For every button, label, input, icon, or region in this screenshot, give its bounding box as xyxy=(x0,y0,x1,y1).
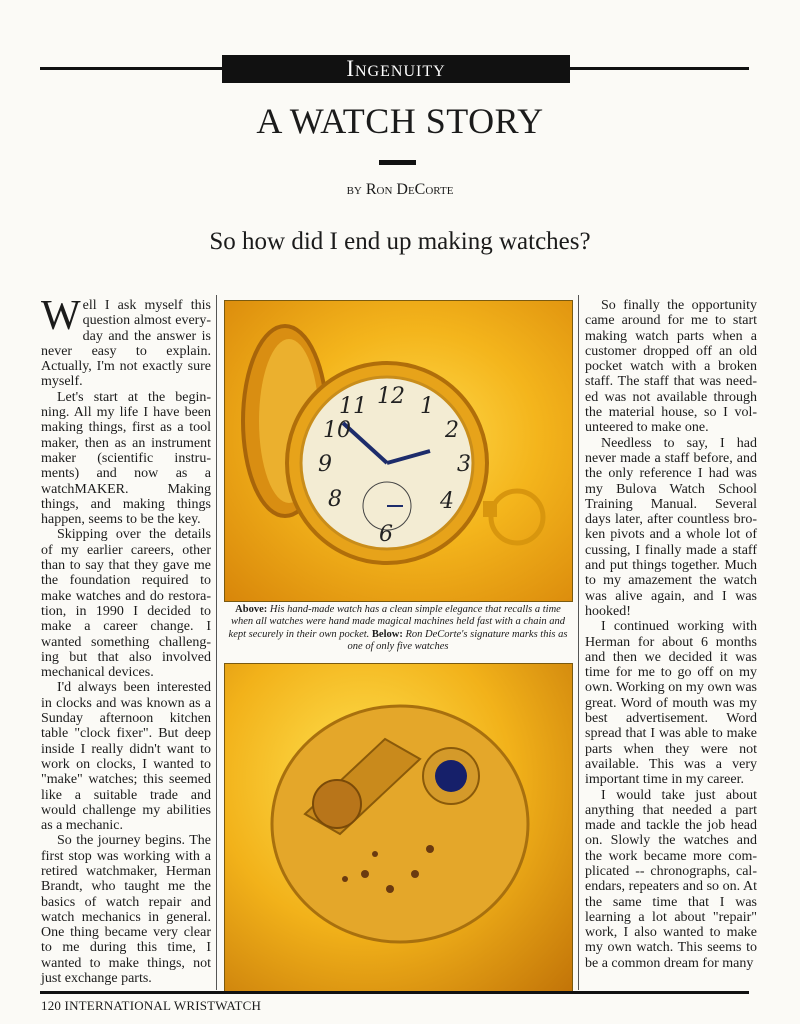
balance-wheel-shape xyxy=(313,780,361,828)
paragraph: Needless to say, I had never made a staff before, and the only reference I had was my Bulova Watch School Training Manual. Several days later, after countless bro-ken pivots and a whole lot of cussing, I finally made a staff and put things together. Much to my amazement the watch was alive again, and I was hooked! xyxy=(585,435,757,619)
page-footer: 120 INTERNATIONAL WRISTWATCH xyxy=(41,998,262,1013)
title-dash xyxy=(379,160,416,165)
photo-caption xyxy=(226,604,570,654)
svg-text:3: 3 xyxy=(457,452,471,477)
paragraph: Skipping over the details of my earlier careers, other than to say that they gave me the foundation required to make watches and do restora-tion, in 1990 I decided to make a career change. I wanted something challeng-ing but that also involved mechanical devices. xyxy=(41,527,211,681)
blued-screw-shape xyxy=(435,760,467,792)
dropcap: W xyxy=(41,293,81,339)
movement-illustration xyxy=(225,664,572,991)
paragraph: Let's start at the begin-ning. All my life I have been making things, first as a tool maker, then as an instrument maker (scientific instru-ments) and now as a watchMAKER. Making things, and making things happen, seems to be the key. xyxy=(41,389,211,528)
svg-text:9: 9 xyxy=(318,452,332,477)
bottom-rule xyxy=(40,991,749,994)
right-column xyxy=(585,298,757,971)
caption-label-below: Below: xyxy=(371,628,403,640)
paragraph: So finally the opportunity came around for me to start making watch parts when a customer dropped off an old pocket watch with a broken staff. The staff that was need-ed was not available through the material house, so I vol-unteered to make one. xyxy=(585,298,757,436)
svg-text:12: 12 xyxy=(377,384,405,409)
paragraph: I'd always been interested in clocks and was known as a Sunday afternoon kitchen table "clock fixer". But deep inside I really didn't want to work on clocks, I wanted to "make" watches; this seemed like a suitable trade and would challenge my abilities as a mechanic. xyxy=(41,680,211,834)
paragraph: I would take just about anything that needed a part made and tackle the job head on. Slowly the watches and the work became more com-plicated -- chronographs, cal-endars, repeaters and so on. At the same time that I was learning a lot about "repair" work, I also wanted to make my own watch. This seems to be a common dream for many xyxy=(585,787,757,971)
caption-text-below: Ron DeCorte's signature marks this as one of only five watches xyxy=(347,628,568,653)
svg-text:8: 8 xyxy=(328,487,342,512)
paragraph-text: ell I ask myself this question almost every-day and the answer is never easy to explain. Actually, I'm not exactly sure myself. xyxy=(41,298,211,390)
column-divider-right xyxy=(578,295,579,990)
svg-text:11: 11 xyxy=(339,394,367,419)
article-title: A WATCH STORY xyxy=(256,101,544,141)
paragraph: So the journey begins. The first stop was working with a retired watchmaker, Herman Brandt, who taught me the basics of watch repair and watch mechanics in general. One thing became very clear to me during this time, I wanted to make things, not just exchange parts. xyxy=(41,833,211,987)
svg-text:1: 1 xyxy=(420,394,434,419)
pocket-watch-illustration xyxy=(225,301,572,601)
svg-text:10: 10 xyxy=(323,418,351,443)
svg-text:6: 6 xyxy=(379,522,393,547)
watch-movement-photo xyxy=(224,663,573,992)
section-label: Ingenuity xyxy=(222,55,570,83)
bow-ring-shape xyxy=(491,491,543,543)
left-column xyxy=(41,293,211,987)
pocket-watch-photo xyxy=(224,300,573,602)
byline: by Ron DeCorte xyxy=(346,181,454,198)
article-deck: So how did I end up making watches? xyxy=(209,228,591,255)
movement-plate-shape xyxy=(272,706,528,942)
paragraph xyxy=(41,293,211,390)
svg-text:4: 4 xyxy=(440,489,454,514)
caption-text-above: His hand-made watch has a clean simple elegance that recalls a time when all watches were hand made magical machines held fast with a chain and kept securely in their own pocket. xyxy=(228,604,566,640)
svg-text:2: 2 xyxy=(445,418,459,443)
caption-label-above: Above: xyxy=(235,604,268,615)
paragraph: I continued working with Herman for about 6 months and then we decided it was time for me to go off on my own. Working on my own was great. Word of mouth was my best advertisement. Word spread that I was able to make parts when they were not available. This was a very important time in my career. xyxy=(585,619,757,788)
column-divider-left xyxy=(216,295,217,990)
